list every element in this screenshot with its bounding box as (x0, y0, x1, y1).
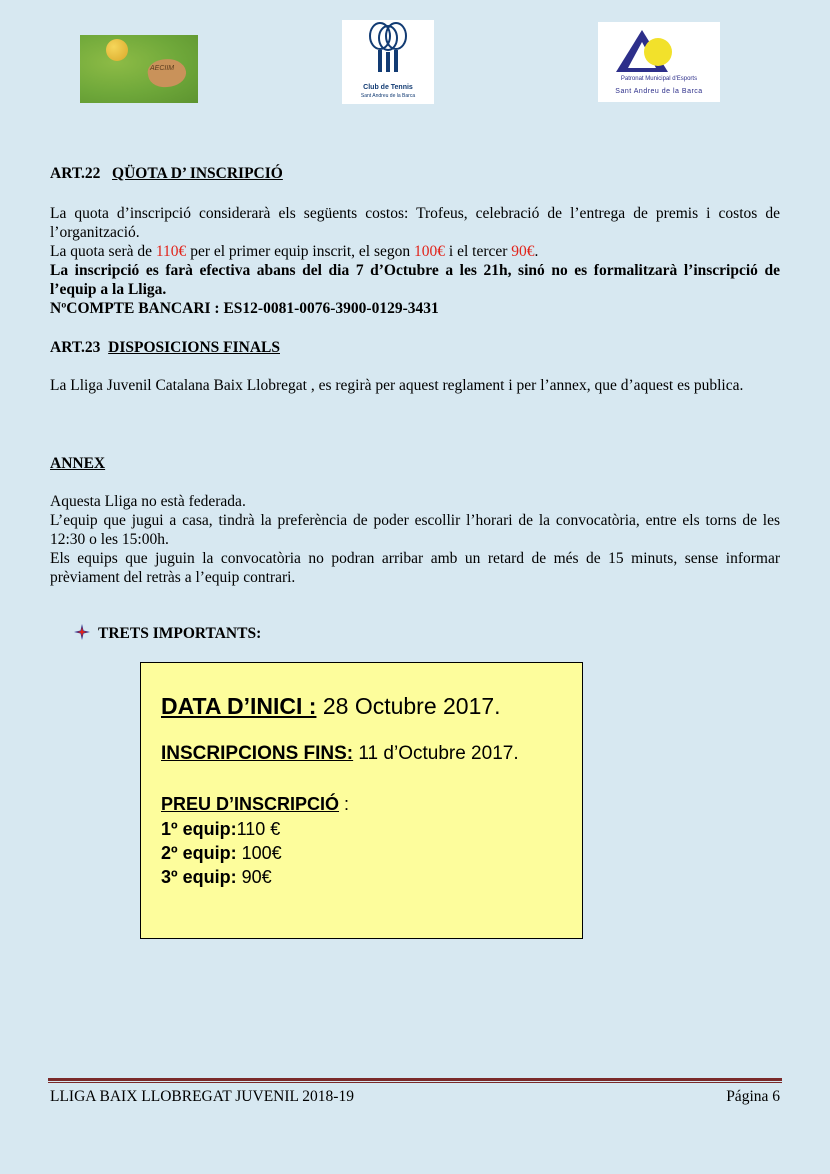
annex-paragraph-1: Aquesta Lliga no està federada. (50, 493, 246, 510)
art22-heading (50, 164, 780, 183)
tennis-ball-icon (106, 39, 128, 61)
price-first-team: 110€ (155, 243, 187, 260)
trets-heading-row (74, 624, 261, 643)
club-name: Club de Tennis (363, 84, 413, 91)
price-heading-colon: : (339, 794, 350, 814)
art23-heading (50, 338, 780, 357)
registration-deadline-line (161, 743, 519, 765)
price-second-team: 100€ (414, 243, 446, 260)
price-team-3-line (161, 867, 272, 888)
patronat-logo (598, 22, 720, 102)
art22-p2-text-c: i el tercer (445, 243, 512, 260)
art22-title: QÜOTA D’ INSCRIPCIÓ (112, 165, 283, 182)
patronat-name: Patronat Municipal d'Esports (620, 76, 698, 82)
price-team-1-label: 1º equip: (161, 819, 237, 839)
art22-p2-text-a: La quota serà de (50, 243, 156, 260)
price-team-2-value: 100€ (236, 843, 282, 863)
price-team-1-line (161, 819, 280, 840)
start-date-value: 28 Octubre 2017. (316, 693, 501, 719)
art23-title: DISPOSICIONS FINALS (108, 339, 280, 356)
art22-paragraph-1: La quota d’inscripció considerarà els següents costos: Trofeus, celebració de l’entrega de premis i costos de l’organització. (50, 205, 780, 241)
lliga-logo (80, 35, 198, 103)
art22-p2-text-d: . (534, 243, 539, 260)
price-team-2-label: 2º equip: (161, 843, 237, 863)
footer-title: LLIGA BAIX LLOBREGAT JUVENIL 2018-19 (50, 1088, 354, 1105)
art23-paragraph: La Lliga Juvenil Catalana Baix Llobregat , es regirà per aquest reglament i per l’annex, que d’aquest es publica. (50, 377, 744, 394)
art23-number: ART.23 (50, 339, 101, 356)
annex-paragraph-3: Els equips que juguin la convocatòria no podran arribar amb un retard de més de 15 minuts, sense informar prèviament del retràs a l’equip contrari. (50, 550, 780, 586)
price-team-3-value: 90€ (236, 867, 272, 887)
price-team-3-label: 3º equip: (161, 867, 237, 887)
club-tennis-logo (342, 20, 434, 104)
art22-paragraph-2 (50, 242, 780, 261)
patronat-subtitle: Sant Andreu de la Barca (615, 88, 703, 95)
important-info-box (140, 662, 583, 939)
art22-p2-text-b: per el primer equip inscrit, el segon (186, 243, 415, 260)
sun-logo-icon (644, 38, 672, 66)
annex-heading: ANNEX (50, 455, 106, 472)
price-heading-line (161, 794, 349, 815)
price-third-team: 90€ (511, 243, 535, 260)
art22-number: ART.22 (50, 165, 101, 182)
tennis-rackets-icon (366, 22, 410, 76)
price-heading-label: PREU D’INSCRIPCIÓ (161, 794, 340, 814)
lliga-logo-text: AECIIM (150, 65, 175, 72)
registration-deadline-value: 11 d’Octubre 2017. (353, 743, 519, 764)
club-subtitle: Sant Andreu de la Barca (360, 93, 416, 99)
star-bullet-icon (74, 624, 90, 640)
footer-rule-thin (48, 1082, 782, 1083)
bank-account: NºCOMPTE BANCARI : ES12-0081-0076-3900-0129-3431 (50, 300, 439, 317)
start-date-label: DATA D’INICI : (161, 693, 317, 719)
price-team-1-value: 110 € (236, 819, 281, 839)
registration-deadline-label: INSCRIPCIONS FINS: (161, 743, 354, 764)
start-date-line (161, 693, 501, 720)
art22-paragraph-3: La inscripció es farà efectiva abans del dia 7 d’Octubre a les 21h, sinó no es formalitzarà l’inscripció de l’equip a la Lliga. (50, 262, 780, 298)
footer-rule-thick (48, 1078, 782, 1081)
annex-paragraph-2: L’equip que jugui a casa, tindrà la preferència de poder escollir l’horari de la convocatòria, entre els torns de les 12:30 o les 15:00h. (50, 512, 780, 548)
trets-heading: TRETS IMPORTANTS: (98, 625, 262, 642)
page-number: Página 6 (726, 1088, 780, 1105)
price-team-2-line (161, 843, 282, 864)
